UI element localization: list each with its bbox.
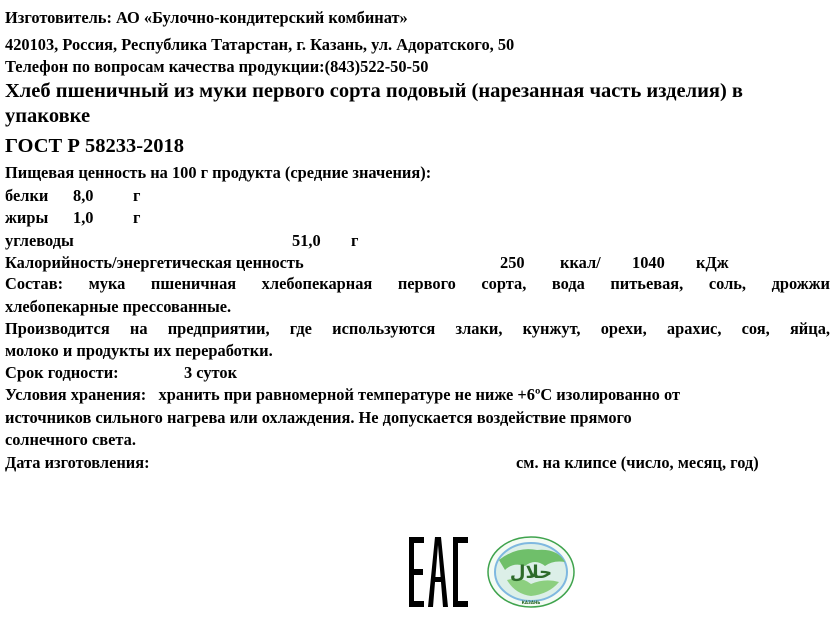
carbs-value: 51,0 — [292, 231, 321, 250]
halal-certification-seal — [487, 536, 575, 608]
carbs-unit: г — [351, 231, 359, 250]
manufacturer-line: Изготовитель: АО «Булочно-кондитерский комбинат» — [5, 8, 408, 27]
energy-label: Калорийность/энергетическая ценность — [5, 253, 304, 272]
shelf-life-value: 3 суток — [184, 363, 238, 382]
kj-value: 1040 — [632, 253, 665, 272]
storage-line-3: солнечного света. — [5, 430, 136, 449]
fat-value: 1,0 — [73, 208, 94, 227]
storage-line-2: источников сильного нагрева или охлаждения. Не допускается воздействие прямого — [5, 408, 632, 427]
kj-unit: кДж — [696, 253, 729, 272]
protein-value: 8,0 — [73, 186, 94, 205]
allergens-line-1: Производится на предприятии, где используются злаки, кунжут, орехи, арахис, соя, яйца, — [5, 319, 830, 338]
protein-unit: г — [133, 186, 141, 205]
kcal-value: 250 — [500, 253, 525, 272]
kcal-unit: ккал/ — [560, 253, 601, 272]
eac-mark-logo — [409, 537, 469, 607]
fat-unit: г — [133, 208, 141, 227]
shelf-life-label: Срок годности: — [5, 363, 119, 382]
storage-line-1: Условия хранения: хранить при равномерной температуре не ниже +6ºС изолированно от — [5, 385, 680, 404]
composition-line-1: Состав: мука пшеничная хлебопекарная первого сорта, вода питьевая, соль, дрожжи — [5, 274, 830, 293]
manufacture-date-value: см. на клипсе (число, месяц, год) — [516, 453, 759, 472]
nutrition-heading: Пищевая ценность на 100 г продукта (средние значения): — [5, 163, 432, 182]
svg-text:КАЗАНЬ: КАЗАНЬ — [521, 600, 541, 605]
carbs-label: углеводы — [5, 231, 74, 250]
protein-label: белки — [5, 186, 49, 205]
gost-standard: ГОСТ Р 58233-2018 — [5, 135, 185, 157]
svg-text:حلال: حلال — [509, 562, 553, 583]
phone-line: Телефон по вопросам качества продукции:(843)522-50-50 — [5, 57, 429, 76]
manufacture-date-label: Дата изготовления: — [5, 453, 150, 472]
composition-line-2: хлебопекарные прессованные. — [5, 297, 232, 316]
product-title-line-1: Хлеб пшеничный из муки первого сорта подовый (нарезанная часть изделия) в — [5, 80, 743, 102]
address-line: 420103, Россия, Республика Татарстан, г. Казань, ул. Адоратского, 50 — [5, 35, 515, 54]
allergens-line-2: молоко и продукты их переработки. — [5, 341, 273, 360]
fat-label: жиры — [5, 208, 49, 227]
product-title-line-2: упаковке — [5, 105, 91, 127]
